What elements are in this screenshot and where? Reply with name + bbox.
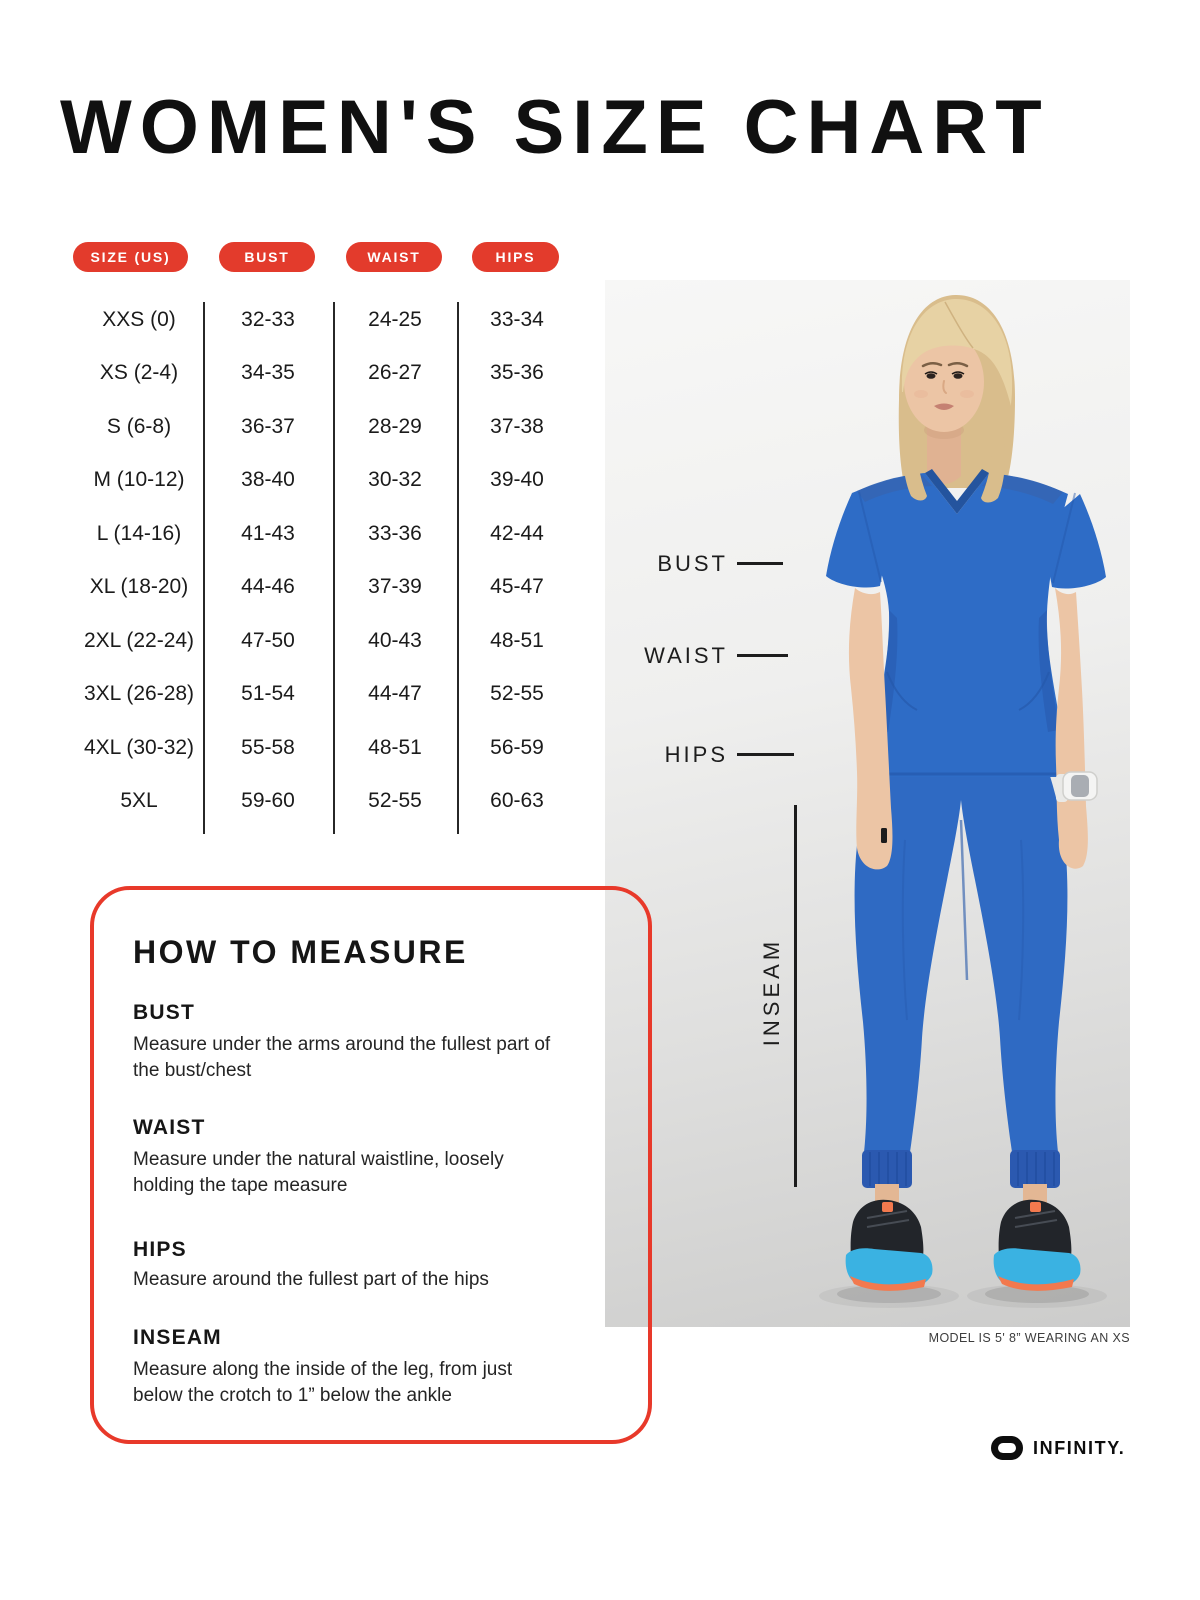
measure-section-label: BUST — [133, 1001, 195, 1024]
photo-label-bust: BUST — [657, 551, 728, 576]
table-cell: 48-51 — [490, 628, 544, 652]
table-cell: 2XL (22-24) — [83, 628, 195, 652]
table-cell: 51-54 — [241, 682, 295, 706]
model-illustration — [605, 280, 1130, 1327]
table-cell: L (14-16) — [96, 521, 182, 545]
table-cell: 52-55 — [490, 682, 544, 706]
table-cell: 60-63 — [490, 789, 544, 813]
table-cell: 44-46 — [241, 575, 295, 599]
table-cell: 24-25 — [368, 307, 422, 331]
size-table — [75, 293, 577, 828]
table-cell: 26-27 — [368, 361, 422, 385]
photo-label-inseam: INSEAM — [759, 937, 784, 1047]
photo-label-waist: WAIST — [644, 643, 728, 668]
column-pill-bust: BUST — [219, 242, 315, 272]
measure-section-text: Measure under the natural waistline, loosely holding the tape measure — [133, 1149, 504, 1196]
measure-section-label: HIPS — [133, 1238, 187, 1261]
infinity-logo-icon — [990, 1436, 1024, 1460]
photo-label-hips: HIPS — [664, 742, 728, 767]
table-cell: 33-36 — [368, 521, 422, 545]
brand-logo-text: INFINITY. — [1033, 1437, 1126, 1458]
table-cell: 52-55 — [368, 789, 422, 813]
measure-section-text: Measure along the inside of the leg, from just below the crotch to 1” below the ankle — [133, 1359, 513, 1406]
table-cell: 45-47 — [490, 575, 544, 599]
table-cell: 38-40 — [241, 468, 295, 492]
table-cell: 39-40 — [490, 468, 544, 492]
table-cell: 34-35 — [241, 361, 295, 385]
measure-section-text: Measure around the fullest part of the hips — [133, 1269, 489, 1290]
table-cell: 47-50 — [241, 628, 295, 652]
table-cell: 59-60 — [241, 789, 295, 813]
column-pill-hips: HIPS — [472, 242, 559, 272]
brand-logo — [990, 1436, 1125, 1460]
measure-section-label: WAIST — [133, 1116, 206, 1139]
table-cell: 5XL — [120, 789, 158, 813]
table-cell: 30-32 — [368, 468, 422, 492]
model-caption: MODEL IS 5' 8” WEARING AN XS — [928, 1331, 1130, 1345]
table-cell: XS (2-4) — [99, 361, 179, 385]
measure-section-label: INSEAM — [133, 1326, 222, 1349]
table-column-divider — [203, 302, 205, 834]
table-cell: M (10-12) — [93, 468, 185, 492]
column-pill-waist: WAIST — [346, 242, 442, 272]
inseam-pointer-line — [794, 805, 797, 1187]
model-photo — [605, 280, 1130, 1327]
how-to-measure-title: HOW TO MEASURE — [133, 934, 468, 970]
column-pill-size: SIZE (US) — [73, 242, 188, 272]
table-cell: 55-58 — [241, 735, 295, 759]
table-cell: 41-43 — [241, 521, 295, 545]
table-cell: 33-34 — [490, 307, 544, 331]
measure-section-text: Measure under the arms around the fullest part of the bust/chest — [133, 1034, 551, 1081]
waist-pointer-line — [737, 654, 788, 657]
hips-pointer-line — [737, 753, 794, 756]
table-cell: 28-29 — [368, 414, 422, 438]
table-column-divider — [333, 302, 335, 834]
table-cell: 3XL (26-28) — [83, 682, 195, 706]
table-cell: XL (18-20) — [89, 575, 189, 599]
page-title: WOMEN'S SIZE CHART — [60, 85, 1050, 170]
table-cell: 35-36 — [490, 361, 544, 385]
table-cell: 42-44 — [490, 521, 544, 545]
table-column-divider — [457, 302, 459, 834]
bust-pointer-line — [737, 562, 783, 565]
table-cell: S (6-8) — [106, 414, 172, 438]
table-cell: 48-51 — [368, 735, 422, 759]
table-cell: 56-59 — [490, 735, 544, 759]
table-cell: XXS (0) — [102, 307, 176, 331]
table-cell: 44-47 — [368, 682, 422, 706]
table-cell: 32-33 — [241, 307, 295, 331]
table-cell: 37-39 — [368, 575, 422, 599]
table-cell: 4XL (30-32) — [83, 735, 195, 759]
table-cell: 36-37 — [241, 414, 295, 438]
table-cell: 37-38 — [490, 414, 544, 438]
table-cell: 40-43 — [368, 628, 422, 652]
